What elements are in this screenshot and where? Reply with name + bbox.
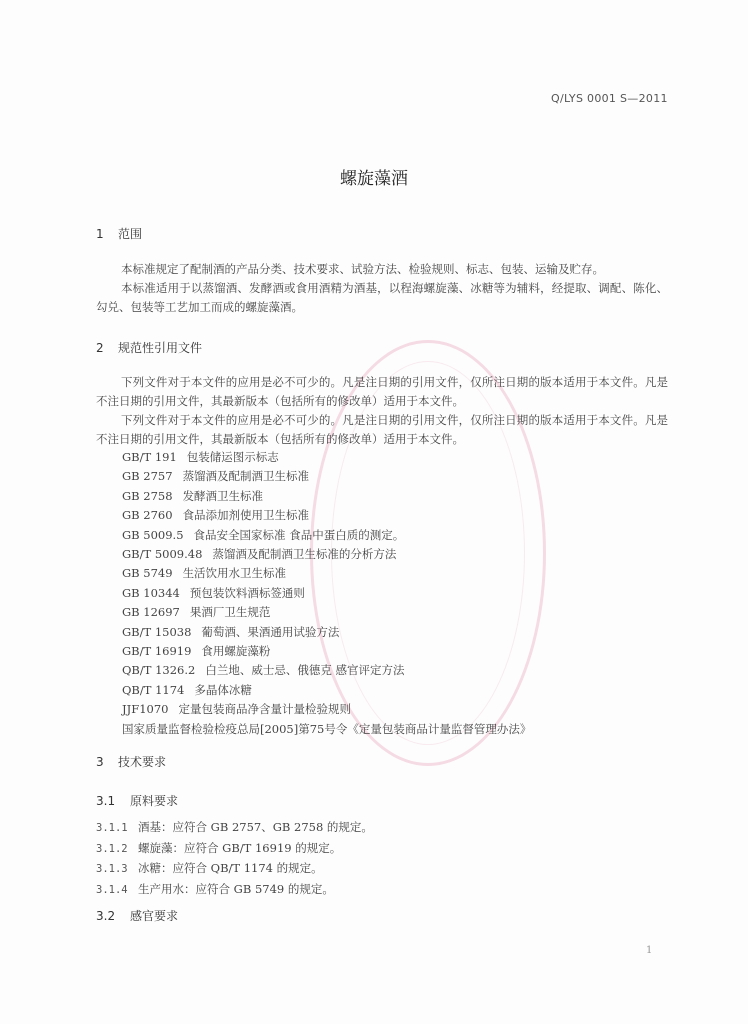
item-text: 冰糖：应符合 QB/T 1174 的规定。: [138, 861, 323, 875]
reference-code: GB/T 16919: [122, 644, 192, 659]
section-number: 3: [96, 755, 104, 769]
subsection-title: 原料要求: [130, 794, 179, 808]
list-item: [122, 564, 531, 583]
reference-code: QB/T 1174: [122, 682, 185, 697]
reference-list: [122, 448, 531, 739]
reference-code: QB/T 1326.2: [122, 663, 196, 678]
reference-title: 发酵酒卫生标准: [182, 488, 264, 503]
reference-title: 预包装饮料酒标签通则: [189, 585, 305, 600]
reference-code: 国家质量监督检验检疫总局[2005]第75号令: [122, 721, 348, 736]
section-2-heading: [96, 339, 202, 356]
section-1-heading: [96, 225, 142, 242]
reference-title: 《定量包装商品计量监督管理办法》: [347, 721, 532, 736]
list-item: [122, 448, 531, 467]
list-item: [122, 642, 531, 661]
reference-title: 包装储运图示标志: [186, 450, 279, 464]
item-number: 3.1.4: [96, 883, 128, 896]
list-item: [122, 720, 531, 739]
reference-title: 多晶体冰糖: [194, 682, 252, 697]
item-text: 酒基：应符合 GB 2757、GB 2758 的规定。: [138, 820, 373, 834]
list-item: [96, 839, 373, 860]
reference-title: 食品添加剂使用卫生标准: [182, 508, 310, 523]
reference-title: 蒸馏酒及配制酒卫生标准: [182, 469, 310, 484]
reference-code: GB/T 15038: [122, 624, 192, 639]
section-1-paragraph-2: 本标准适用于以蒸馏酒、发酵酒或食用酒精为酒基，以程海螺旋藻、冰糖等为辅料，经提取、调配、陈化、勾兑、包装等工艺加工而成的螺旋藻酒。: [96, 281, 668, 314]
list-item: [96, 880, 373, 901]
standard-code: Q/LYS 0001 S—2011: [551, 92, 668, 105]
list-item: [122, 506, 531, 525]
subsection-3-2-heading: [96, 907, 178, 924]
list-item: [122, 526, 531, 545]
section-2-paragraph-2: 下列文件对于本文件的应用是必不可少的。凡是注日期的引用文件，仅所注日期的版本适用于本文件。凡是不注日期的引用文件，其最新版本（包括所有的修改单）适用于本文件。: [96, 413, 668, 446]
reference-code: GB/T 191: [122, 450, 177, 464]
section-title: 范围: [118, 227, 143, 241]
reference-title: 食用螺旋藻粉: [201, 644, 271, 659]
subsection-title: 感官要求: [130, 909, 179, 923]
list-item: [96, 818, 373, 839]
section-2-paragraph-1: 下列文件对于本文件的应用是必不可少的。凡是注日期的引用文件，仅所注日期的版本适用于本文件。凡是不注日期的引用文件，其最新版本（包括所有的修改单）适用于本文件。: [96, 375, 668, 408]
reference-code: GB 5009.5: [122, 527, 184, 542]
list-item: [122, 603, 531, 622]
item-text: 螺旋藻：应符合 GB/T 16919 的规定。: [138, 840, 342, 855]
reference-title: 葡萄酒、果酒通用试验方法: [201, 624, 340, 639]
section-1-paragraph-1: 本标准规定了配制酒的产品分类、技术要求、试验方法、检验规则、标志、包装、运输及贮存。: [121, 262, 604, 276]
reference-title: 食品安全国家标准 食品中蛋白质的测定。: [193, 527, 405, 542]
list-item: [122, 487, 531, 506]
list-item: [122, 681, 531, 700]
reference-code: GB/T 5009.48: [122, 547, 203, 562]
list-item: [122, 700, 531, 719]
section-number: 1: [96, 227, 104, 241]
reference-title: 定量包装商品净含量计量检验规则: [178, 702, 351, 717]
list-item: [122, 467, 531, 486]
reference-title: 生活饮用水卫生标准: [182, 566, 287, 581]
list-item: [96, 859, 373, 880]
raw-material-requirements: [96, 818, 373, 900]
section-title: 规范性引用文件: [118, 341, 203, 355]
reference-code: GB 2757: [122, 469, 173, 484]
item-number: 3.1.3: [96, 863, 128, 875]
reference-code: GB 2760: [122, 508, 173, 523]
item-text: 生产用水：应符合 GB 5749 的规定。: [138, 881, 334, 896]
section-title: 技术要求: [118, 755, 167, 769]
list-item: [122, 623, 531, 642]
reference-code: GB 2758: [122, 488, 173, 503]
list-item: [122, 584, 531, 603]
reference-code: GB 5749: [122, 566, 173, 581]
page-number: 1: [646, 945, 653, 956]
section-number: 2: [96, 341, 104, 355]
reference-code: GB 10344: [122, 585, 180, 600]
list-item: [122, 545, 531, 564]
subsection-number: 3.2: [96, 909, 116, 923]
page-title: 螺旋藻酒: [340, 169, 408, 189]
reference-code: GB 12697: [122, 605, 180, 620]
reference-title: 蒸馏酒及配制酒卫生标准的分析方法: [212, 547, 397, 562]
item-number: 3.1.2: [96, 842, 128, 855]
list-item: [122, 661, 531, 680]
subsection-number: 3.1: [96, 794, 116, 808]
reference-code: JJF1070: [122, 702, 169, 717]
reference-title: 果酒厂卫生规范: [189, 605, 271, 620]
item-number: 3.1.1: [96, 822, 128, 834]
section-3-heading: [96, 753, 166, 770]
reference-title: 白兰地、威士忌、俄德克 感官评定方法: [205, 663, 405, 678]
subsection-3-1-heading: [96, 792, 178, 809]
